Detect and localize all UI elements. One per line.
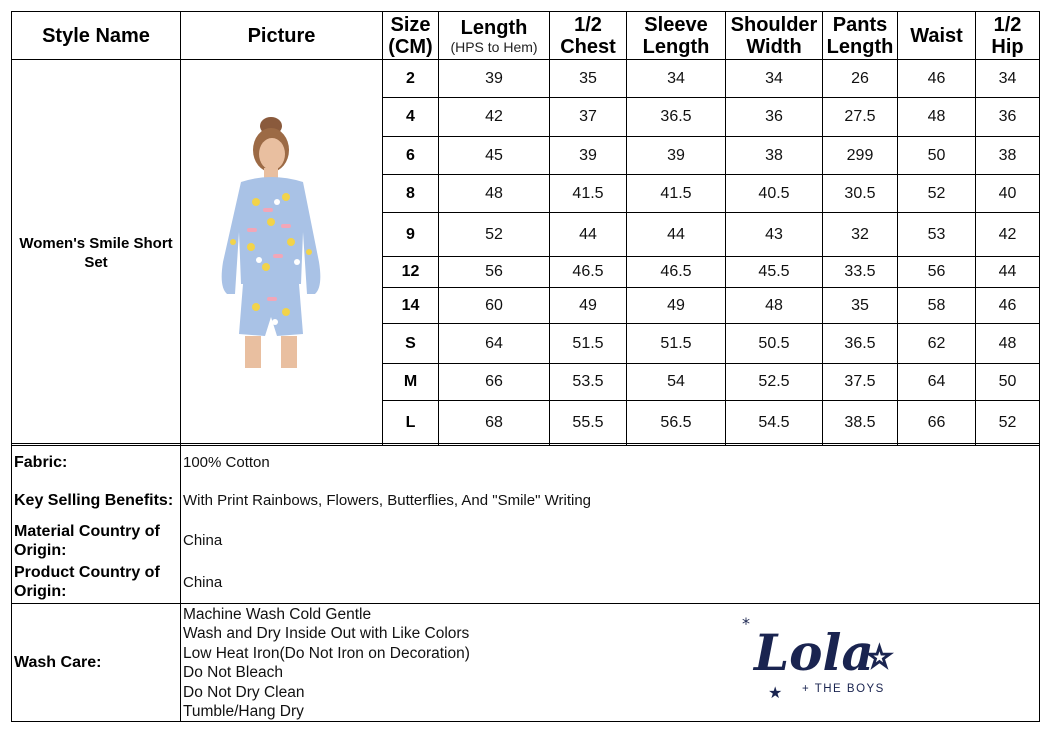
shoulder-cell: 52.5 (726, 364, 823, 401)
shoulder-cell: 45.5 (726, 257, 823, 288)
length-cell: 60 (439, 288, 550, 324)
header-picture: Picture (181, 12, 383, 60)
waist-cell: 48 (898, 98, 976, 137)
size-cell: S (383, 324, 439, 364)
length-cell: 52 (439, 213, 550, 257)
chest-cell: 44 (550, 213, 627, 257)
waist-cell: 52 (898, 175, 976, 213)
shoulder-cell: 48 (726, 288, 823, 324)
shoulder-cell: 34 (726, 60, 823, 98)
chest-cell: 41.5 (550, 175, 627, 213)
header-length (439, 12, 550, 60)
shoulder-cell: 50.5 (726, 324, 823, 364)
header-hip: 1/2 Hip (976, 12, 1040, 60)
fabric-value: 100% Cotton (181, 444, 1040, 482)
waist-cell: 56 (898, 257, 976, 288)
material-origin-value: China (181, 520, 1040, 562)
wash-care-item: Wash and Dry Inside Out with Like Colors (183, 625, 470, 643)
size-cell: 2 (383, 60, 439, 98)
pants-cell: 32 (823, 213, 898, 257)
length-cell: 66 (439, 364, 550, 401)
sleeve-cell: 34 (627, 60, 726, 98)
length-cell: 48 (439, 175, 550, 213)
length-cell: 42 (439, 98, 550, 137)
pants-cell: 27.5 (823, 98, 898, 137)
table-row (12, 60, 1040, 98)
shoulder-cell: 38 (726, 137, 823, 175)
style-name-cell: Women's Smile Short Set (12, 60, 181, 446)
chest-cell: 37 (550, 98, 627, 137)
logo-wordmark: Lola (754, 623, 874, 682)
product-origin-row (12, 562, 1040, 604)
wash-care-item: Low Heat Iron(Do Not Iron on Decoration) (183, 644, 470, 662)
pants-cell: 30.5 (823, 175, 898, 213)
wash-care-item: Tumble/Hang Dry (183, 703, 304, 721)
shoulder-cell: 36 (726, 98, 823, 137)
pants-cell: 26 (823, 60, 898, 98)
wash-care-cell (181, 604, 1040, 722)
material-origin-label: Material Country of Origin: (12, 520, 181, 562)
hip-cell: 50 (976, 364, 1040, 401)
chest-cell: 53.5 (550, 364, 627, 401)
pants-cell: 299 (823, 137, 898, 175)
shoulder-cell: 54.5 (726, 401, 823, 446)
chest-cell: 39 (550, 137, 627, 175)
product-origin-label: Product Country of Origin: (12, 562, 181, 604)
wash-care-item: Machine Wash Cold Gentle (183, 606, 372, 623)
length-cell: 64 (439, 324, 550, 364)
product-origin-value: China (181, 562, 1040, 604)
header-row (12, 12, 1040, 60)
header-chest: 1/2 Chest (550, 12, 627, 60)
waist-cell: 46 (898, 60, 976, 98)
sleeve-cell: 49 (627, 288, 726, 324)
size-cell: M (383, 364, 439, 401)
header-waist: Waist (898, 12, 976, 60)
wash-care-item: Do Not Dry Clean (183, 683, 305, 701)
pants-cell: 37.5 (823, 364, 898, 401)
header-shoulder: Shoulder Width (726, 12, 823, 60)
wash-care-item: Do Not Bleach (183, 664, 283, 682)
header-length-sub: (HPS to Hem) (450, 38, 538, 55)
header-pants: Pants Length (823, 12, 898, 60)
chest-cell: 35 (550, 60, 627, 98)
size-cell: 12 (383, 257, 439, 288)
sleeve-cell: 44 (627, 213, 726, 257)
hip-cell: 38 (976, 137, 1040, 175)
fabric-row (12, 444, 1040, 482)
sleeve-cell: 46.5 (627, 257, 726, 288)
hip-cell: 34 (976, 60, 1040, 98)
logo-star-outline-icon: ☆ (866, 640, 893, 675)
logo-star-filled-icon: ★ (768, 683, 783, 702)
waist-cell: 64 (898, 364, 976, 401)
shoulder-cell: 43 (726, 213, 823, 257)
waist-cell: 50 (898, 137, 976, 175)
size-cell: 8 (383, 175, 439, 213)
hip-cell: 42 (976, 213, 1040, 257)
model-outfit-illustration (211, 112, 331, 372)
header-length-title: Length (460, 16, 528, 39)
hip-cell: 52 (976, 401, 1040, 446)
sleeve-cell: 56.5 (627, 401, 726, 446)
hip-cell: 44 (976, 257, 1040, 288)
waist-cell: 66 (898, 401, 976, 446)
size-cell: 4 (383, 98, 439, 137)
sleeve-cell: 39 (627, 137, 726, 175)
length-cell: 39 (439, 60, 550, 98)
pants-cell: 35 (823, 288, 898, 324)
fabric-label: Fabric: (12, 444, 181, 482)
hip-cell: 46 (976, 288, 1040, 324)
size-cell: 14 (383, 288, 439, 324)
size-cell: 9 (383, 213, 439, 257)
chest-cell: 49 (550, 288, 627, 324)
sleeve-cell: 41.5 (627, 175, 726, 213)
waist-cell: 62 (898, 324, 976, 364)
chest-cell: 55.5 (550, 401, 627, 446)
header-size: Size (CM) (383, 12, 439, 60)
shoulder-cell: 40.5 (726, 175, 823, 213)
chest-cell: 46.5 (550, 257, 627, 288)
wash-care-label: Wash Care: (12, 604, 181, 722)
product-picture (181, 62, 382, 444)
hip-cell: 36 (976, 98, 1040, 137)
product-picture-cell (181, 60, 383, 446)
waist-cell: 53 (898, 213, 976, 257)
size-chart-table (11, 11, 1040, 446)
pants-cell: 36.5 (823, 324, 898, 364)
benefits-value: With Print Rainbows, Flowers, Butterflies, And "Smile" Writing (181, 482, 1040, 520)
sleeve-cell: 54 (627, 364, 726, 401)
size-cell: L (383, 401, 439, 446)
logo-star-small-icon: * (742, 615, 750, 633)
pants-cell: 38.5 (823, 401, 898, 446)
length-cell: 68 (439, 401, 550, 446)
header-sleeve: Sleeve Length (627, 12, 726, 60)
benefits-label: Key Selling Benefits: (12, 482, 181, 520)
length-cell: 45 (439, 137, 550, 175)
logo-tagline: + THE BOYS (802, 683, 885, 695)
size-cell: 6 (383, 137, 439, 175)
length-cell: 56 (439, 257, 550, 288)
benefits-row (12, 482, 1040, 520)
sleeve-cell: 51.5 (627, 324, 726, 364)
header-style-name: Style Name (12, 12, 181, 60)
pants-cell: 33.5 (823, 257, 898, 288)
chest-cell: 51.5 (550, 324, 627, 364)
hip-cell: 48 (976, 324, 1040, 364)
hip-cell: 40 (976, 175, 1040, 213)
lola-logo (740, 615, 910, 705)
sleeve-cell: 36.5 (627, 98, 726, 137)
waist-cell: 58 (898, 288, 976, 324)
material-origin-row (12, 520, 1040, 562)
